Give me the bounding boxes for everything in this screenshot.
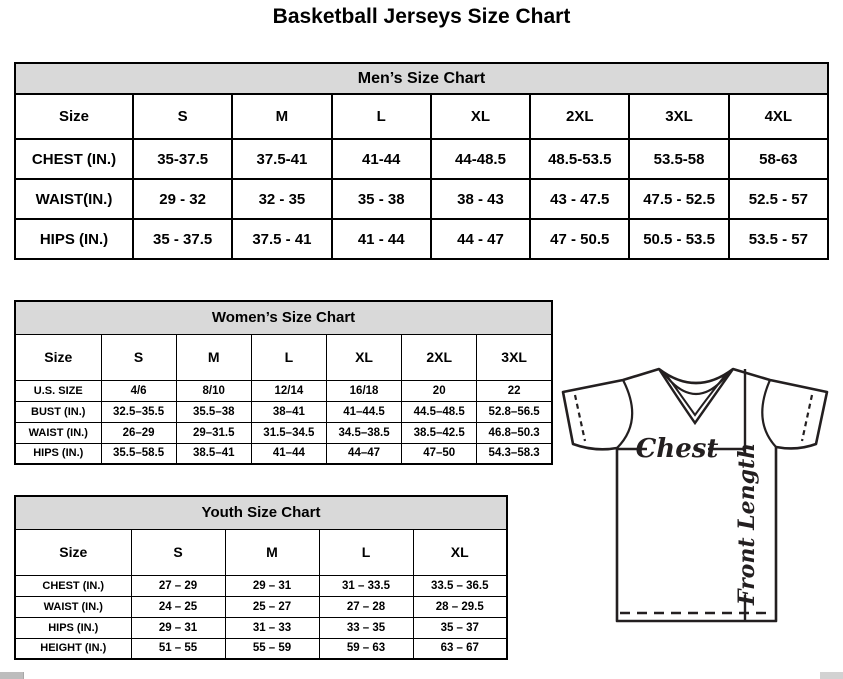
scrollbar-fragment-left[interactable] — [0, 672, 24, 679]
table-row — [15, 575, 507, 596]
table-row — [15, 638, 507, 659]
size-value-cell: 29 – 31 — [131, 617, 225, 638]
chest-label: Chest — [635, 434, 719, 464]
size-value-cell: 33 – 35 — [319, 617, 413, 638]
size-value-cell: 4/6 — [101, 380, 176, 401]
size-header: 3XL — [477, 334, 552, 380]
size-value-cell: 50.5 - 53.5 — [629, 219, 728, 259]
size-value-cell: 31 – 33.5 — [319, 575, 413, 596]
size-value-cell: 47–50 — [402, 443, 477, 464]
size-header: 3XL — [629, 94, 728, 139]
table-row — [15, 422, 552, 443]
size-value-cell: 37.5-41 — [232, 139, 331, 179]
size-value-cell: 38.5–41 — [176, 443, 251, 464]
row-label: CHEST (IN.) — [15, 139, 133, 179]
size-value-cell: 46.8–50.3 — [477, 422, 552, 443]
size-value-cell: 37.5 - 41 — [232, 219, 331, 259]
size-header: M — [176, 334, 251, 380]
womens-size-table — [14, 300, 553, 465]
size-value-cell: 22 — [477, 380, 552, 401]
row-label: HIPS (IN.) — [15, 617, 131, 638]
mens-size-table — [14, 62, 829, 260]
size-header: L — [319, 529, 413, 575]
size-value-cell: 24 – 25 — [131, 596, 225, 617]
size-value-cell: 59 – 63 — [319, 638, 413, 659]
size-header: XL — [413, 529, 507, 575]
size-header: S — [133, 94, 232, 139]
table-row — [15, 617, 507, 638]
size-value-cell: 63 – 67 — [413, 638, 507, 659]
table-row — [15, 139, 828, 179]
size-value-cell: 16/18 — [326, 380, 401, 401]
table-row — [15, 179, 828, 219]
row-label: BUST (IN.) — [15, 401, 101, 422]
size-header: L — [251, 334, 326, 380]
size-value-cell: 53.5-58 — [629, 139, 728, 179]
size-value-cell: 55 – 59 — [225, 638, 319, 659]
size-value-cell: 32.5–35.5 — [101, 401, 176, 422]
jersey-outline — [563, 369, 827, 621]
size-value-cell: 54.3–58.3 — [477, 443, 552, 464]
size-value-cell: 35-37.5 — [133, 139, 232, 179]
size-header: 2XL — [530, 94, 629, 139]
size-value-cell: 41–44 — [251, 443, 326, 464]
size-value-cell: 8/10 — [176, 380, 251, 401]
size-value-cell: 41-44 — [332, 139, 431, 179]
size-value-cell: 47.5 - 52.5 — [629, 179, 728, 219]
row-label: HIPS (IN.) — [15, 443, 101, 464]
table-row — [15, 596, 507, 617]
size-value-cell: 48.5-53.5 — [530, 139, 629, 179]
size-header: M — [225, 529, 319, 575]
size-value-cell: 32 - 35 — [232, 179, 331, 219]
size-header: M — [232, 94, 331, 139]
size-value-cell: 34.5–38.5 — [326, 422, 401, 443]
size-value-cell: 29–31.5 — [176, 422, 251, 443]
size-value-cell: 38 - 43 — [431, 179, 530, 219]
size-col-header: Size — [15, 94, 133, 139]
size-value-cell: 47 - 50.5 — [530, 219, 629, 259]
size-header: L — [332, 94, 431, 139]
chart-title-row — [15, 301, 552, 334]
size-value-cell: 58-63 — [729, 139, 828, 179]
size-value-cell: 38–41 — [251, 401, 326, 422]
row-label: HEIGHT (IN.) — [15, 638, 131, 659]
chart-title: Women’s Size Chart — [15, 301, 552, 334]
size-value-cell: 35 - 38 — [332, 179, 431, 219]
size-value-cell: 44 - 47 — [431, 219, 530, 259]
column-header-row — [15, 529, 507, 575]
column-header-row — [15, 94, 828, 139]
row-label: U.S. SIZE — [15, 380, 101, 401]
size-value-cell: 35 – 37 — [413, 617, 507, 638]
row-label: WAIST(IN.) — [15, 179, 133, 219]
chart-title: Youth Size Chart — [15, 496, 507, 529]
size-value-cell: 41 - 44 — [332, 219, 431, 259]
table-row — [15, 443, 552, 464]
size-value-cell: 35.5–38 — [176, 401, 251, 422]
size-header: S — [131, 529, 225, 575]
size-value-cell: 25 – 27 — [225, 596, 319, 617]
size-value-cell: 53.5 - 57 — [729, 219, 828, 259]
size-value-cell: 33.5 – 36.5 — [413, 575, 507, 596]
size-value-cell: 26–29 — [101, 422, 176, 443]
row-label: WAIST (IN.) — [15, 596, 131, 617]
scrollbar-fragment-right[interactable] — [820, 672, 843, 679]
size-value-cell: 52.5 - 57 — [729, 179, 828, 219]
size-col-header: Size — [15, 529, 131, 575]
size-value-cell: 12/14 — [251, 380, 326, 401]
size-value-cell: 35.5–58.5 — [101, 443, 176, 464]
size-value-cell: 44-48.5 — [431, 139, 530, 179]
size-value-cell: 41–44.5 — [326, 401, 401, 422]
size-value-cell: 31 – 33 — [225, 617, 319, 638]
size-header: S — [101, 334, 176, 380]
size-value-cell: 38.5–42.5 — [402, 422, 477, 443]
size-value-cell: 51 – 55 — [131, 638, 225, 659]
size-value-cell: 43 - 47.5 — [530, 179, 629, 219]
column-header-row — [15, 334, 552, 380]
jersey-measurement-diagram — [560, 363, 843, 625]
table-row — [15, 380, 552, 401]
size-value-cell: 29 - 32 — [133, 179, 232, 219]
table-row — [15, 219, 828, 259]
size-header: XL — [431, 94, 530, 139]
size-header: XL — [326, 334, 401, 380]
table-row — [15, 401, 552, 422]
chart-title: Men’s Size Chart — [15, 63, 828, 94]
row-label: CHEST (IN.) — [15, 575, 131, 596]
size-value-cell: 20 — [402, 380, 477, 401]
size-value-cell: 52.8–56.5 — [477, 401, 552, 422]
youth-size-table — [14, 495, 508, 660]
chart-title-row — [15, 63, 828, 94]
size-header: 4XL — [729, 94, 828, 139]
size-value-cell: 31.5–34.5 — [251, 422, 326, 443]
size-value-cell: 28 – 29.5 — [413, 596, 507, 617]
size-value-cell: 27 – 29 — [131, 575, 225, 596]
jersey-diagram-svg — [560, 363, 843, 625]
front-length-label: Front Length — [734, 442, 760, 606]
size-header: 2XL — [402, 334, 477, 380]
size-value-cell: 29 – 31 — [225, 575, 319, 596]
size-col-header: Size — [15, 334, 101, 380]
size-value-cell: 44.5–48.5 — [402, 401, 477, 422]
row-label: HIPS (IN.) — [15, 219, 133, 259]
size-value-cell: 27 – 28 — [319, 596, 413, 617]
size-value-cell: 44–47 — [326, 443, 401, 464]
page-title: Basketball Jerseys Size Chart — [272, 5, 571, 28]
row-label: WAIST (IN.) — [15, 422, 101, 443]
size-value-cell: 35 - 37.5 — [133, 219, 232, 259]
chart-title-row — [15, 496, 507, 529]
